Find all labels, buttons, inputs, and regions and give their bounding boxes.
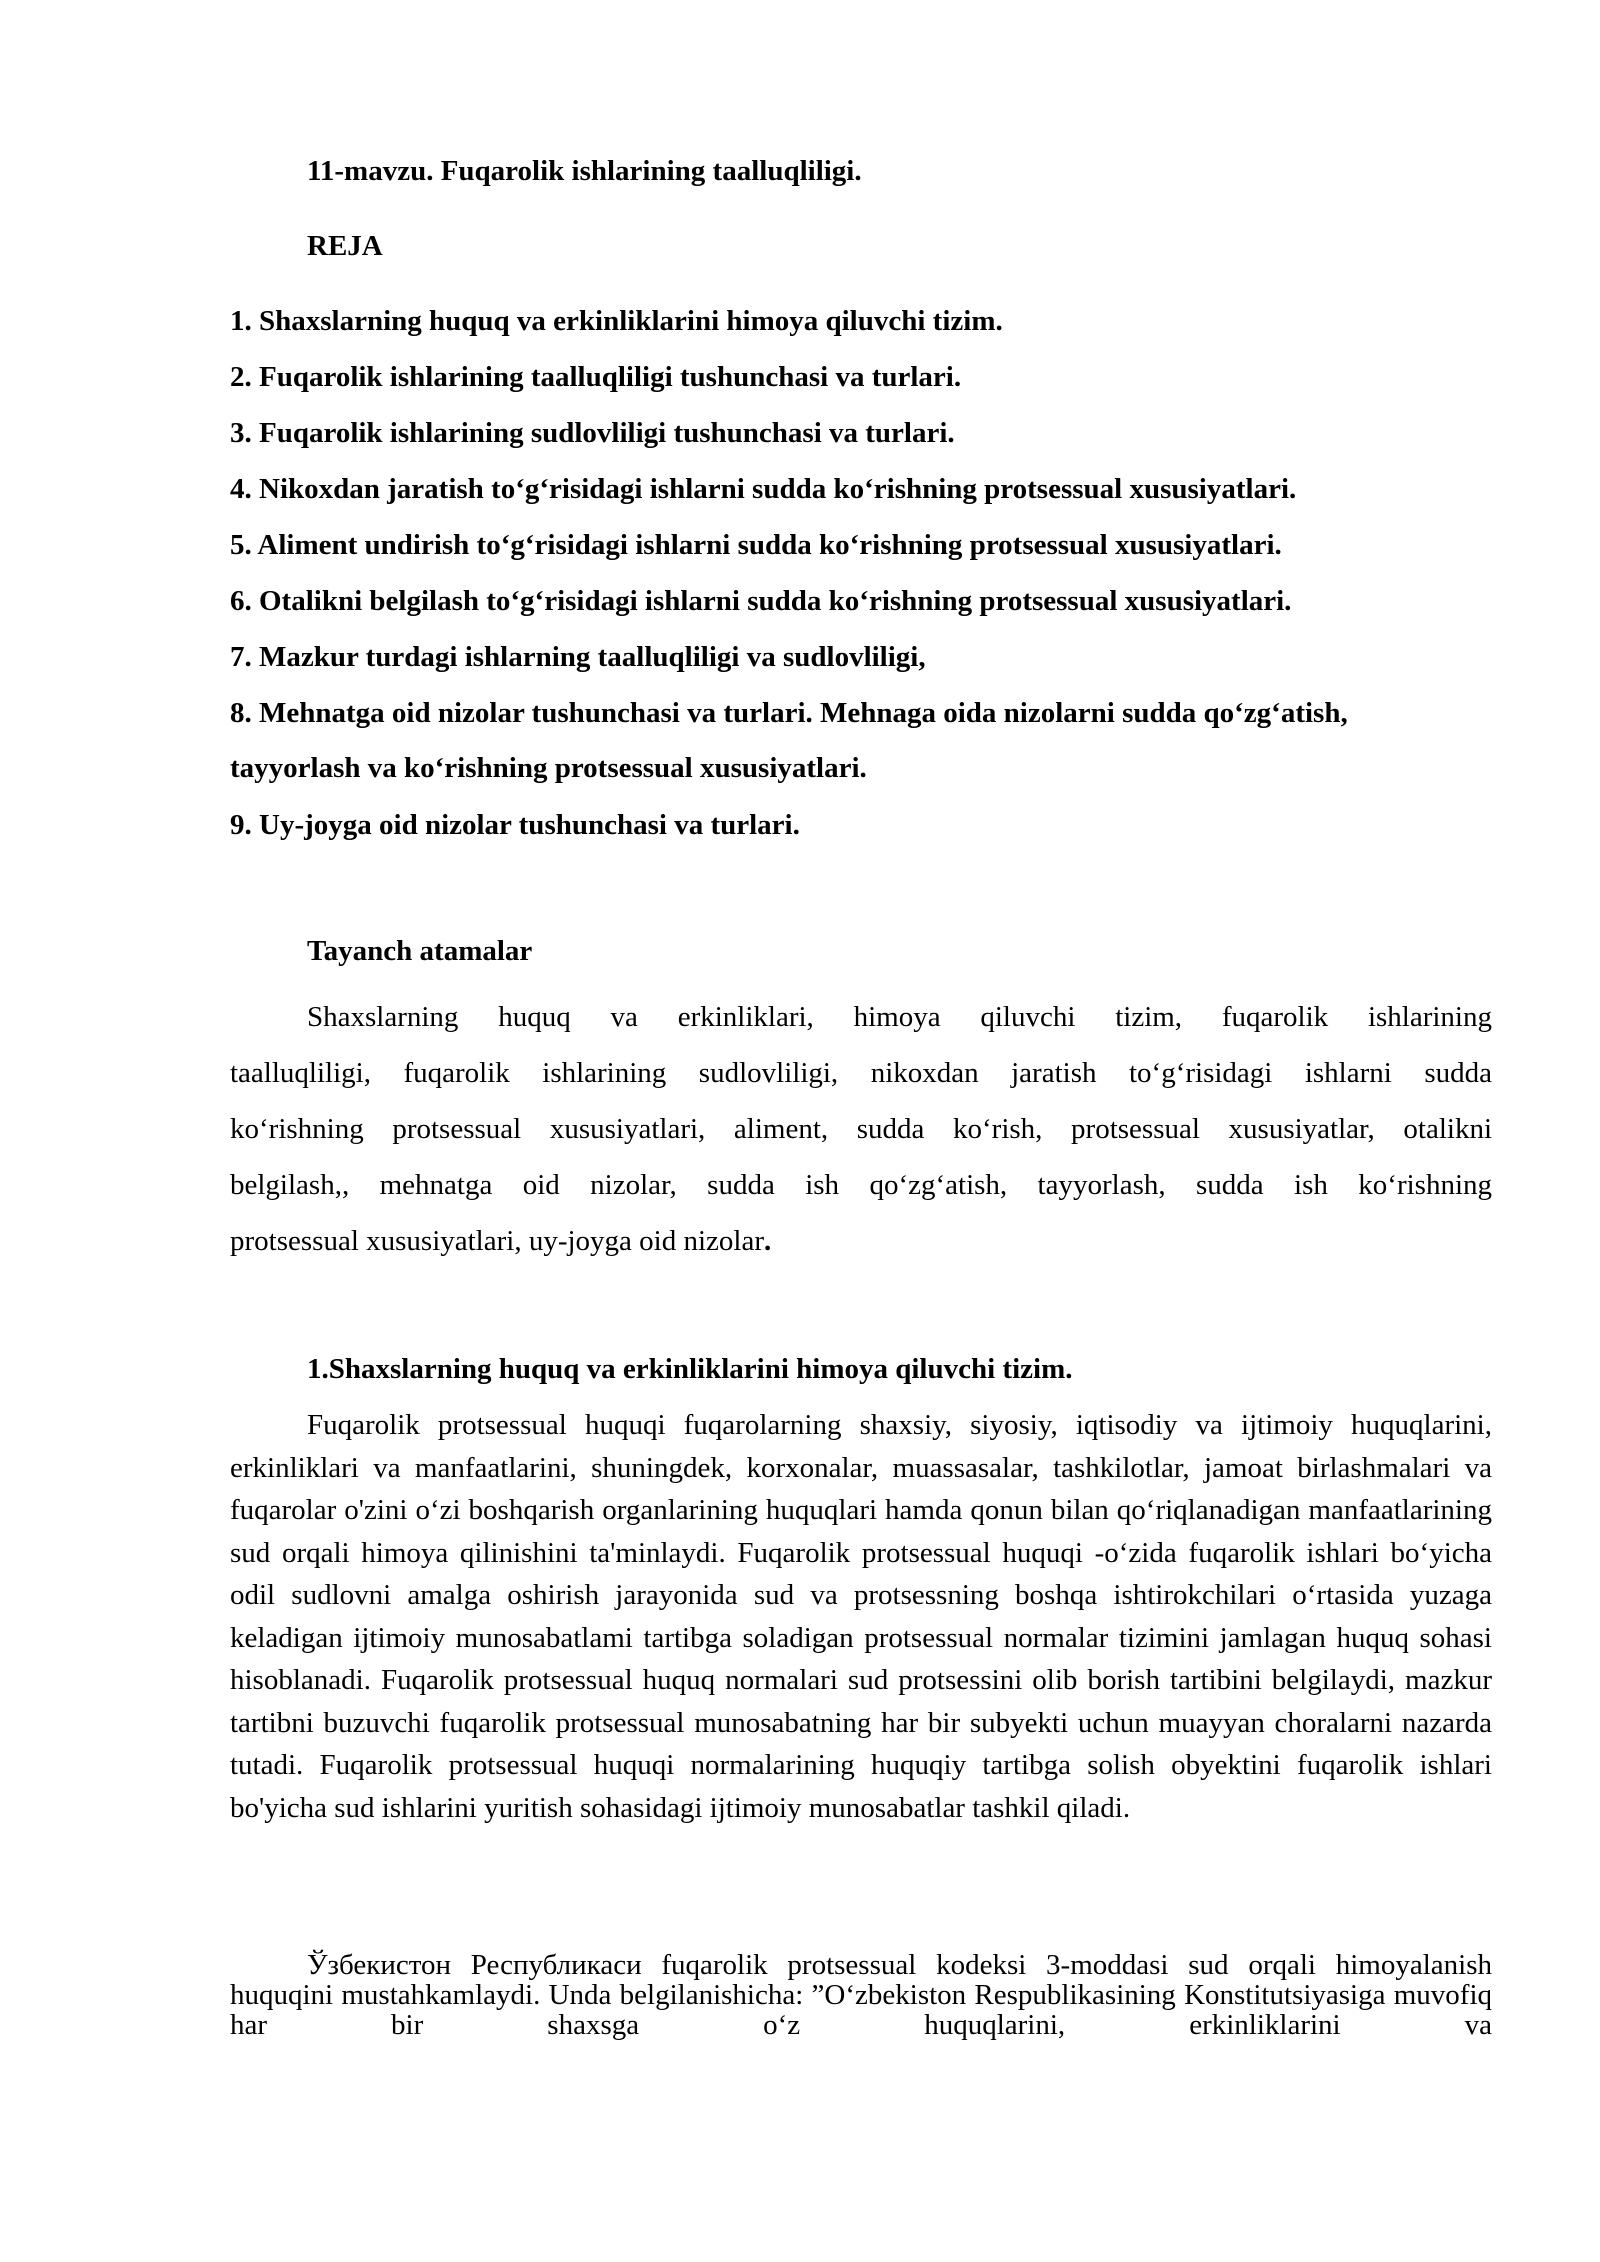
- plan-item: tayyorlash va ko‘rishning protsessual xususiyatlari.: [230, 752, 867, 784]
- section-1-heading: 1.Shaxslarning huquq va erkinliklarini himoya qiluvchi tizim.: [307, 1353, 1073, 1385]
- plan-item: 6. Otalikni belgilash to‘g‘risidagi ishlarni sudda ko‘rishning protsessual xususiyatlari.: [230, 585, 1292, 617]
- section-1-paragraph: Fuqarolik protsessual huquqi fuqarolarning shaxsiy, siyosiy, iqtisodiy va ijtimoiy huquqlarini, erkinliklari va manfaatlarini, shuningdek, korxonalar, muassasalar, tashkilotlar, jamoat birlashmalari va fuqarolar o'zini o‘zi boshqarish organlarining huquqlari hamda qonun bilan qo‘riqlanadigan manfaatlarining sud orqali himoya qilinishini ta'minlaydi. Fuqarolik protsessual huquqi -o‘zida fuqarolik ishlari bo‘yicha odil sudlovni amalga oshirish jarayonida sud va protsessning boshqa ishtirokchilari o‘rtasida yuzaga keladigan ijtimoiy munosabatlami tartibga soladigan protsessual normalar tizimini jamlagan huquq sohasi hisoblanadi. Fuqarolik protsessual huquq normalari sud protsessini olib borish tartibini belgilaydi, mazkur tartibni buzuvchi fuqarolik protsessual munosabatning har bir subyekti uchun muayyan choralarni nazarda tutadi. Fuqarolik protsessual huquqi normalarining huquqiy tartibga solish obyektini fuqarolik ishlari bo'yicha sud ishlarini yuritish sohasidagi ijtimoiy munosabatlar tashkil qiladi.: [230, 1409, 1492, 1824]
- plan-item: 4. Nikoxdan jaratish to‘g‘risidagi ishlarni sudda ko‘rishning protsessual xususiyatlari.: [230, 473, 1297, 505]
- plan-item: 2. Fuqarolik ishlarining taalluqliligi tushunchasi va turlari.: [230, 361, 962, 393]
- topic-title: 11-mavzu. Fuqarolik ishlarining taalluqliligi.: [307, 155, 862, 187]
- key-terms-line: belgilash,, mehnatga oid nizolar, sudda ish qo‘zg‘atish, tayyorlash, sudda ish ko‘rishning: [230, 1169, 1492, 1201]
- plan-heading: REJA: [307, 230, 383, 262]
- key-terms-line: ko‘rishning protsessual xususiyatlari, aliment, sudda ko‘rish, protsessual xususiyatlar, otalikni: [230, 1113, 1492, 1145]
- key-terms-line: [230, 1224, 771, 1258]
- plan-item: 1. Shaxslarning huquq va erkinliklarini himoya qiluvchi tizim.: [230, 305, 1003, 337]
- key-terms-line: taalluqliligi, fuqarolik ishlarining sudlovliligi, nikoxdan jaratish to‘g‘risidagi ishlarni sudda: [230, 1057, 1492, 1089]
- key-terms-heading: Tayanch atamalar: [307, 935, 533, 967]
- key-terms-last-text: protsessual xususiyatlari, uy-joyga oid nizolar: [230, 1225, 764, 1257]
- plan-item: 3. Fuqarolik ishlarining sudlovliligi tushunchasi va turlari.: [230, 417, 955, 449]
- key-terms-line: Shaxslarning huquq va erkinliklari, himoya qiluvchi tizim, fuqarolik ishlarining: [307, 1001, 1492, 1033]
- section-1-paragraph-2: Ўзбекистон Республикаси fuqarolik protsessual kodeksi 3-moddasi sud orqali himoyalanish huquqini mustahkamlaydi. Unda belgilanishicha: ”O‘zbekiston Respublikasining Konstitutsiyasiga muvofiq har bir shaxsga o‘z huquqlarini, erkinliklarini va: [230, 1949, 1492, 2041]
- key-terms-final-period: .: [763, 1225, 772, 1257]
- plan-item: 9. Uy-joyga oid nizolar tushunchasi va turlari.: [230, 809, 800, 841]
- plan-item: 8. Mehnatga oid nizolar tushunchasi va turlari. Mehnaga oida nizolarni sudda qo‘zg‘atish,: [230, 697, 1348, 729]
- plan-item: 7. Mazkur turdagi ishlarning taalluqliligi va sudlovliligi,: [230, 641, 926, 673]
- plan-item: 5. Aliment undirish to‘g‘risidagi ishlarni sudda ko‘rishning protsessual xususiyatlari.: [230, 529, 1282, 561]
